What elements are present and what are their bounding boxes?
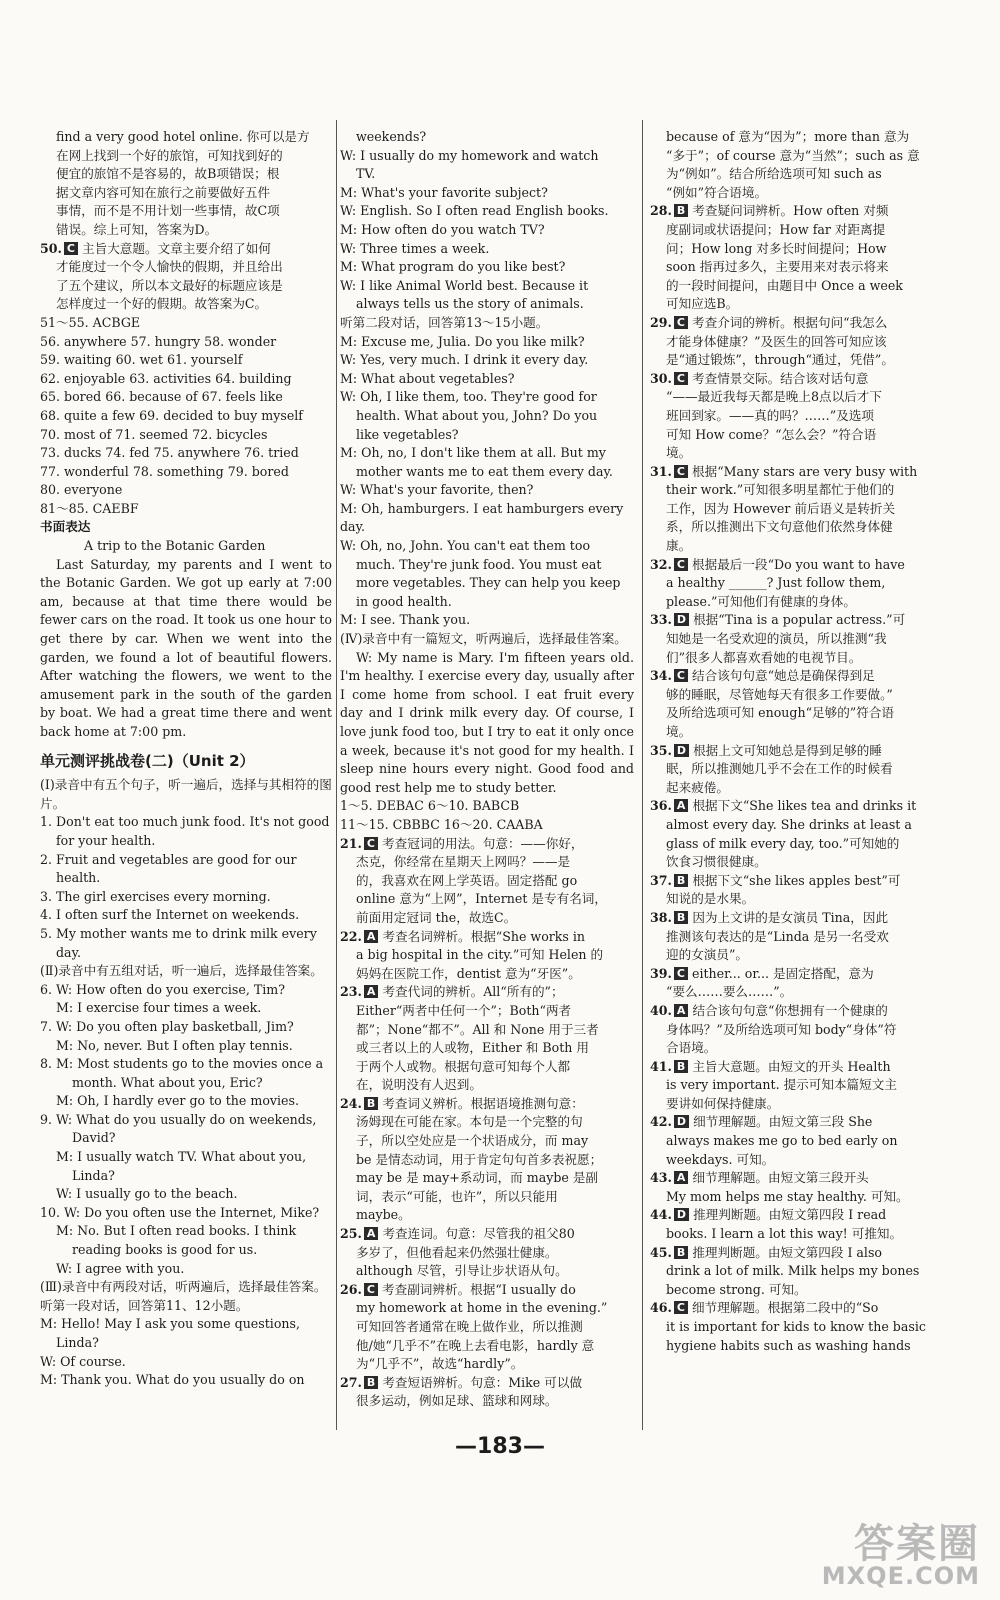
text-line: soon 指再过多久，主要用来对表示将来 [666,259,889,275]
text-line: 前面用定冠词 the，故选C。 [356,909,517,925]
text-line: (Ⅱ)录音中有五组对话，听一遍后，选择最佳答案。 [40,963,323,979]
answer-explanation: 考查短语辨析。句意：Mike 可以做 [382,1374,583,1390]
text-line: day. [56,944,82,960]
text-line: 工作，因为 However 前后语义是转折关 [666,500,896,516]
answer-item [650,797,936,816]
answer-badge: C [364,1283,378,1296]
question-number: 39. [650,965,672,981]
text-line: 11～15. CBBBC 16～20. CAABA [340,816,543,832]
paragraph [40,556,332,742]
text-line: glass of milk every day, too.”可知她的 [666,835,900,851]
answer-explanation: 考查冠词的用法。句意：——你好， [382,835,584,851]
text-line: much. They're junk food. You must eat [356,556,602,572]
paragraph-text: Last Saturday, my parents and I went to the Botanic Garden. We got up early at 7:00 am, because at that time there would be fewer cars on the road. It took us one hour to get there by car. When we went into the garden, we found a lot of beautiful flowers. After watching the flowers, we went to the amusement park in the south of the garden by boat. We had a great time there and went back home at 7:00 pm. [40,556,332,739]
text-line: 7. W: Do you often play basketball, Jim? [40,1018,294,1034]
text-line: 1. Don't eat too much junk food. It's not good [40,814,330,830]
text-line: 康。 [666,538,692,554]
text-line: 都”；None“都不”。All 和 None 用于三者 [356,1021,599,1037]
text-line: books. I learn a lot this way! 可推知。 [666,1226,903,1242]
text-line: 饮食习惯很健康。 [666,854,767,870]
text-line: 很多运动，例如足球、篮球和网球。 [356,1393,558,1409]
answer-badge: B [674,1246,688,1259]
answer-explanation: either... or... 是固定搭配，意为 [692,965,874,981]
text-line: online 意为“上网”，Internet 是专有名词， [356,891,607,907]
question-number: 27. [340,1374,362,1390]
answer-badge: B [364,1097,378,1110]
column-middle [340,128,634,1411]
answer-badge: C [674,558,688,571]
answer-badge: B [674,911,688,924]
answer-badge: A [364,930,379,943]
answer-item [650,872,936,891]
text-line: “多于”；of course 意为“当然”；such as 意 [666,147,920,163]
answer-explanation: 考查连词。句意：尽管我的祖父80 [382,1226,575,1242]
question-number: 32. [650,556,672,572]
text-line: 5. My mother wants me to drink milk every [40,925,317,941]
text-line: W: Of course. [40,1353,126,1369]
text-line: 或三者以上的人或物，Either 和 Both 用 [356,1040,590,1056]
text-line: 才能度过一个令人愉快的假期，并且给出 [56,259,283,275]
answer-item [340,835,634,854]
text-line: 听第一段对话，回答第11、12小题。 [40,1297,249,1313]
answer-item [340,983,634,1002]
text-line: W: I usually do my homework and watch [340,147,599,163]
answer-explanation: 考查副词辨析。根据“I usually do [382,1281,576,1297]
question-number: 43. [650,1170,672,1186]
text-line: 的，我喜欢在网上学英语。固定搭配 go [356,872,578,888]
answer-item [650,1002,936,1021]
text-line: 可知应选B。 [666,296,739,312]
text-line: 问；How long 对多长时间提问；How [666,240,887,256]
text-line: 要讲如何保持健康。 [666,1095,780,1111]
text-line: may be 是 may+系动词，而 maybe 是副 [356,1170,599,1186]
answer-explanation: 细节理解题。由短文第三段开头 [692,1170,869,1186]
text-line: 77. wonderful 78. something 79. bored [40,463,289,479]
text-line: 多岁了，但他看起来仍然强壮健康。 [356,1244,558,1260]
answer-badge: C [674,465,688,478]
text-line: hygiene habits such as washing hands [666,1337,911,1353]
text-line: because of 意为“因为”；more than 意为 [666,129,910,144]
answer-item [650,370,936,389]
answer-item [650,611,936,630]
text-line: always tells us the story of animals. [356,296,584,312]
text-line: become strong. 可知。 [666,1281,807,1297]
text-line: 境。 [666,724,692,739]
question-number: 42. [650,1114,672,1130]
question-number: 46. [650,1300,672,1316]
answer-explanation: 主旨大意题。文章主要介绍了如何 [82,240,271,256]
question-number: 25. [340,1226,362,1242]
question-number: 41. [650,1058,672,1074]
answer-explanation: 因为上文讲的是女演员 Tina，因此 [692,909,889,925]
essay-title: A trip to the Botanic Garden [84,538,266,554]
text-line: reading books is good for us. [72,1242,258,1258]
answer-badge: B [674,204,688,217]
text-line: 73. ducks 74. fed 75. anywhere 76. tried [40,445,299,461]
answer-item [340,1225,634,1244]
text-line: 子，所以空处应是一个状语成分，而 may [356,1133,589,1149]
text-line: (Ⅲ)录音中有两段对话，听两遍后，选择最佳答案。 [40,1279,327,1295]
answer-explanation: 考查词义辨析。根据语境推测句意： [382,1095,584,1111]
text-line: 10. W: Do you often use the Internet, Mike? [40,1204,320,1220]
question-number: 34. [650,668,672,684]
text-line: 3. The girl exercises every morning. [40,888,271,904]
text-line: 81～85. CAEBF [40,500,139,516]
answer-explanation: 根据“Tina is a popular actress.”可 [693,612,906,628]
answer-badge: D [674,613,689,626]
answer-item [650,202,936,221]
paragraph [340,649,634,798]
question-number: 26. [340,1281,362,1297]
answer-item [340,928,634,947]
answer-item [650,667,936,686]
answer-badge: B [674,874,688,887]
section-title: 单元测评挑战卷(二)（Unit 2） [40,751,255,770]
question-number: 22. [340,928,362,944]
question-number: 44. [650,1207,672,1223]
text-line: always makes me go to bed early on [666,1133,898,1149]
text-line: 们”很多人都喜欢看她的电视节目。 [666,649,862,665]
text-line: 才能身体健康？”及医生的回答可知应该 [666,333,887,349]
answer-item [650,1169,936,1188]
text-line: 的一段时间提问，由题目中 Once a week [666,277,903,293]
text-line: please.”可知他们有健康的身体。 [666,593,856,609]
text-line: M: No. But I often read books. I think [56,1223,297,1239]
question-number: 21. [340,835,362,851]
text-line: 68. quite a few 69. decided to buy myself [40,407,303,423]
answer-item [650,314,936,333]
text-line: Either“两者中任何一个”；Both“两者 [356,1002,572,1018]
text-line: 6. W: How often do you exercise, Tim? [40,981,285,997]
question-number: 50. [40,240,62,256]
question-number: 37. [650,872,672,888]
column-left [40,128,332,1390]
answer-item [340,1374,634,1393]
answer-item [340,1281,634,1300]
text-line: 起来疲倦。 [666,779,729,795]
text-line: 56. anywhere 57. hungry 58. wonder [40,333,277,349]
text-line: W: I agree with you. [56,1260,185,1276]
answer-explanation: 推理判断题。由短文第四段 I also [692,1244,882,1260]
text-line: 错误。综上可知，答案为D。 [56,221,218,237]
text-line: their work.”可知很多明星都忙于他们的 [666,482,895,498]
text-line: 妈妈在医院工作，dentist 意为“牙医”。 [356,965,581,981]
answer-explanation: 考查介词的辨析。根据句问“我怎么 [692,314,888,330]
text-line: W: Oh, I like them, too. They're good for [340,389,597,405]
question-number: 23. [340,984,362,1000]
question-number: 33. [650,612,672,628]
answer-explanation: 细节理解题。由短文第三段 She [693,1114,873,1130]
text-line: M: How often do you watch TV? [340,221,545,237]
answer-badge: D [674,1115,689,1128]
answer-explanation: 结合该句句意“你想拥有一个健康的 [692,1002,888,1018]
text-line: 51～55. ACBGE [40,314,141,330]
text-line: a big hospital in the city.”可知 Helen 的 [356,947,604,963]
text-line: 65. bored 66. because of 67. feels like [40,389,283,405]
question-number: 30. [650,370,672,386]
text-line: W: English. So I often read English books. [340,203,609,219]
text-line: 了五个建议，所以本文最好的标题应该是 [56,277,283,293]
text-line: 在，说明没有人迟到。 [356,1077,482,1093]
text-line: 词，表示“可能，也许”，所以只能用 [356,1188,558,1204]
text-line: 于两个人或物。根据句意可知每个人都 [356,1058,571,1074]
answer-item [650,909,936,928]
answer-badge: A [674,799,689,812]
answer-explanation: 主旨大意题。由短文的开头 Health [692,1058,891,1074]
text-line: 知她是一名受欢迎的演员，所以推测“我 [666,631,887,647]
text-line: weekends? [356,129,427,144]
question-number: 24. [340,1095,362,1111]
answer-explanation: 考查疑问词辨析。How often 对频 [692,203,889,219]
answer-explanation: 结合该句句意“她总是确保得到足 [692,668,875,684]
text-line: although 尽管，引导让步状语从句。 [356,1263,568,1279]
answer-explanation: 根据上文可知她总是得到足够的睡 [693,742,882,758]
text-line: 事情，而不是不用计划一些事情，故C项 [56,203,280,219]
answer-explanation: 考查名词辨析。根据“She works in [382,928,586,944]
text-line: David? [72,1130,116,1146]
text-line: “例如”符合语境。 [666,184,768,200]
text-line: 听第二段对话，回答第13～15小题。 [340,314,549,330]
answer-explanation: 根据下文“she likes apples best”可 [692,872,901,888]
page-number: —183— [455,1434,545,1459]
text-line: month. What about you, Eric? [72,1074,263,1090]
text-line: in good health. [356,593,452,609]
text-line: 够的睡眠，尽管她每天有很多工作要做。” [666,686,893,702]
text-line: W: I like Animal World best. Because it [340,277,589,293]
text-line: 怎样度过一个好的假期。故答案为C。 [56,296,268,312]
answer-explanation: 根据下文“She likes tea and drinks it [692,798,917,814]
text-line: M: What's your favorite subject? [340,184,548,200]
text-line: M: I see. Thank you. [340,612,471,628]
answer-badge: D [674,744,689,757]
column-divider [642,120,643,1430]
text-line: 据文章内容可知在旅行之前要做好五件 [56,184,271,200]
watermark-logo: 答案圈 MXQE.COM [821,1521,980,1591]
text-line: weekdays. 可知。 [666,1151,775,1167]
text-line: 在网上找到一个好的旅馆，可知找到好的 [56,147,283,163]
answer-item [340,1095,634,1114]
answer-badge: C [674,967,688,980]
answer-badge: C [674,669,688,682]
text-line: 眠，所以推测她几乎不会在工作的时候看 [666,761,893,777]
text-line: 可知回答者通常在晚上做作业，所以推测 [356,1319,583,1334]
column-divider [336,120,337,1430]
text-line: TV. [356,166,376,182]
answer-badge: C [364,837,378,850]
text-line: “——最近我每天都是晚上8点以后才下 [666,389,882,405]
answer-badge: C [674,316,688,329]
text-line: 2. Fruit and vegetables are good for our [40,851,297,867]
answer-item [650,1058,936,1077]
question-number: 38. [650,909,672,925]
answer-item [650,1244,936,1263]
text-line: 他/她“几乎不”在晚上去看电影，hardly 意 [356,1337,595,1353]
text-line: 迎的女演员”。 [666,947,749,963]
paragraph-text: W: My name is Mary. I'm fifteen years old. I'm healthy. I exercise every day, usually after I come home from school. I eat fruit every day and I drink milk every day. Of course, I love junk food too, but I try to eat it only once a week, because it's not good for my health. I sleep nine hours every night. Good food and good rest help me to study better. [340,649,634,795]
text-line: 合语境。 [666,1040,717,1056]
answer-badge: A [674,1171,689,1184]
text-line: more vegetables. They can help you keep [356,575,621,591]
text-line: 4. I often surf the Internet on weekends. [40,907,300,923]
text-line: like vegetables? [356,426,459,442]
text-line: 80. everyone [40,482,123,498]
text-line: W: Three times a week. [340,240,490,256]
answer-explanation: 根据最后一段“Do you want to have [692,556,905,572]
text-line: 9. W: What do you usually do on weekends, [40,1111,317,1127]
text-line: M: Oh, no, I don't like them at all. But my [340,445,606,461]
text-line: a healthy ______? Just follow them, [666,575,886,591]
question-number: 35. [650,742,672,758]
answer-explanation: 推理判断题。由短文第四段 I read [693,1207,887,1223]
text-line: M: I exercise four times a week. [56,1000,262,1016]
text-line: almost every day. She drinks at least a [666,816,912,832]
section-subheading: 书面表达 [40,519,91,535]
answer-badge: C [64,242,78,255]
text-line: M: Thank you. What do you usually do on [40,1372,305,1388]
text-line: find a very good hotel online. 你可以是方 [56,129,310,144]
text-line: is very important. 提示可知本篇短文主 [666,1077,897,1093]
answer-badge: A [364,1227,379,1240]
text-line: 度副词或状语提问；How far 对距离提 [666,221,886,237]
text-line: 是“通过锻炼”，through“通过，凭借”。 [666,352,894,368]
text-line: (Ⅰ)录音中有五个句子，听一遍后，选择与其相符的图片。 [40,777,332,811]
text-line: 为“几乎不”，故选“hardly”。 [356,1356,524,1372]
text-line: 59. waiting 60. wet 61. yourself [40,352,243,368]
text-line: my homework at home in the evening.” [356,1300,608,1316]
text-line: “要么……要么……”。 [666,984,793,1000]
answer-explanation: 根据“Many stars are very busy with [692,463,918,479]
text-line: 杰克，你经常在星期天上网吗？——是 [356,854,571,870]
answer-badge: D [674,1208,689,1221]
text-line: health. What about you, John? Do you [356,407,598,423]
answer-item [650,1299,936,1318]
answer-explanation: 考查情景交际。结合该对话句意 [692,370,869,386]
text-line: 知说的是水果。 [666,891,755,907]
answer-badge: A [364,985,379,998]
text-line: drink a lot of milk. Milk helps my bones [666,1263,920,1279]
text-line: M: What program do you like best? [340,259,566,275]
text-line: W: What's your favorite, then? [340,482,534,498]
answer-item [650,463,936,482]
text-line: M: I usually watch TV. What about you, [56,1149,307,1165]
text-line: M: Oh, I hardly ever go to the movies. [56,1093,299,1109]
question-number: 31. [650,463,672,479]
text-line: mother wants me to eat them every day. [356,463,613,479]
text-line: 1～5. DEBAC 6～10. BABCB [340,798,520,814]
answer-badge: C [674,372,688,385]
text-line: (Ⅳ)录音中有一篇短文，听两遍后，选择最佳答案。 [340,631,627,647]
text-line: W: I usually go to the beach. [56,1186,238,1202]
text-line: for your health. [56,832,156,848]
answer-explanation: 细节理解题。根据第二段中的“So [692,1300,879,1316]
answer-badge: A [674,1004,689,1017]
answer-item [650,742,936,761]
question-number: 28. [650,203,672,219]
text-line: W: Yes, very much. I drink it every day. [340,352,589,368]
text-line: maybe。 [356,1207,411,1223]
text-line: M: What about vegetables? [340,370,515,386]
column-right [650,128,936,1355]
text-line: M: Excuse me, Julia. Do you like milk? [340,333,585,349]
text-line: 及所给选项可知 enough“足够的”符合语 [666,705,895,721]
text-line: it is important for kids to know the basic [666,1319,926,1334]
answer-explanation: 考查代词的辨析。All“所有的”； [382,984,564,1000]
text-line: M: Oh, hamburgers. I eat hamburgers every day. [340,500,624,535]
text-line: 境。 [666,445,692,461]
text-line: 系，所以推测出下文句意他们依然身体健 [666,519,893,535]
text-line: Linda? [56,1335,99,1350]
question-number: 45. [650,1244,672,1260]
text-line: be 是情态动词，用于肯定句句首多表祝愿； [356,1151,603,1167]
text-line: 8. M: Most students go to the movies once a [40,1056,324,1072]
text-line: 62. enjoyable 63. activities 64. building [40,370,292,386]
answer-badge: C [674,1301,688,1314]
text-line: Linda? [72,1167,115,1183]
text-line: 身体吗？”及所给选项可知 body“身体”符 [666,1021,897,1037]
answer-badge: B [674,1060,688,1073]
text-line: My mom helps me stay healthy. 可知。 [666,1188,909,1204]
text-line: M: Hello! May I ask you some questions, [40,1316,300,1332]
answer-item [650,1113,936,1132]
question-number: 40. [650,1002,672,1018]
text-line: 便宜的旅馆不是容易的，故B项错误；根 [56,166,280,182]
answer-item [650,1206,936,1225]
text-line: 70. most of 71. seemed 72. bicycles [40,426,268,442]
answer-item [650,965,936,984]
text-line: 汤姆现在可能在家。本句是一个完整的句 [356,1114,583,1130]
answer-item [650,556,936,575]
text-line: 班回到家。——真的吗？……”及选项 [666,407,874,423]
question-number: 36. [650,798,672,814]
text-line: health. [56,870,101,886]
text-line: W: Oh, no, John. You can't eat them too [340,538,591,554]
question-number: 29. [650,314,672,330]
text-line: 为“例如”。结合所给选项可知 such as [666,166,882,182]
text-line: 推测该句表达的是“Linda 是另一名受欢 [666,928,889,944]
answer-badge: B [364,1376,378,1389]
text-line: 可知 How come？“怎么会？”符合语 [666,426,877,442]
answer-item [40,240,332,259]
text-line: M: No, never. But I often play tennis. [56,1037,293,1053]
